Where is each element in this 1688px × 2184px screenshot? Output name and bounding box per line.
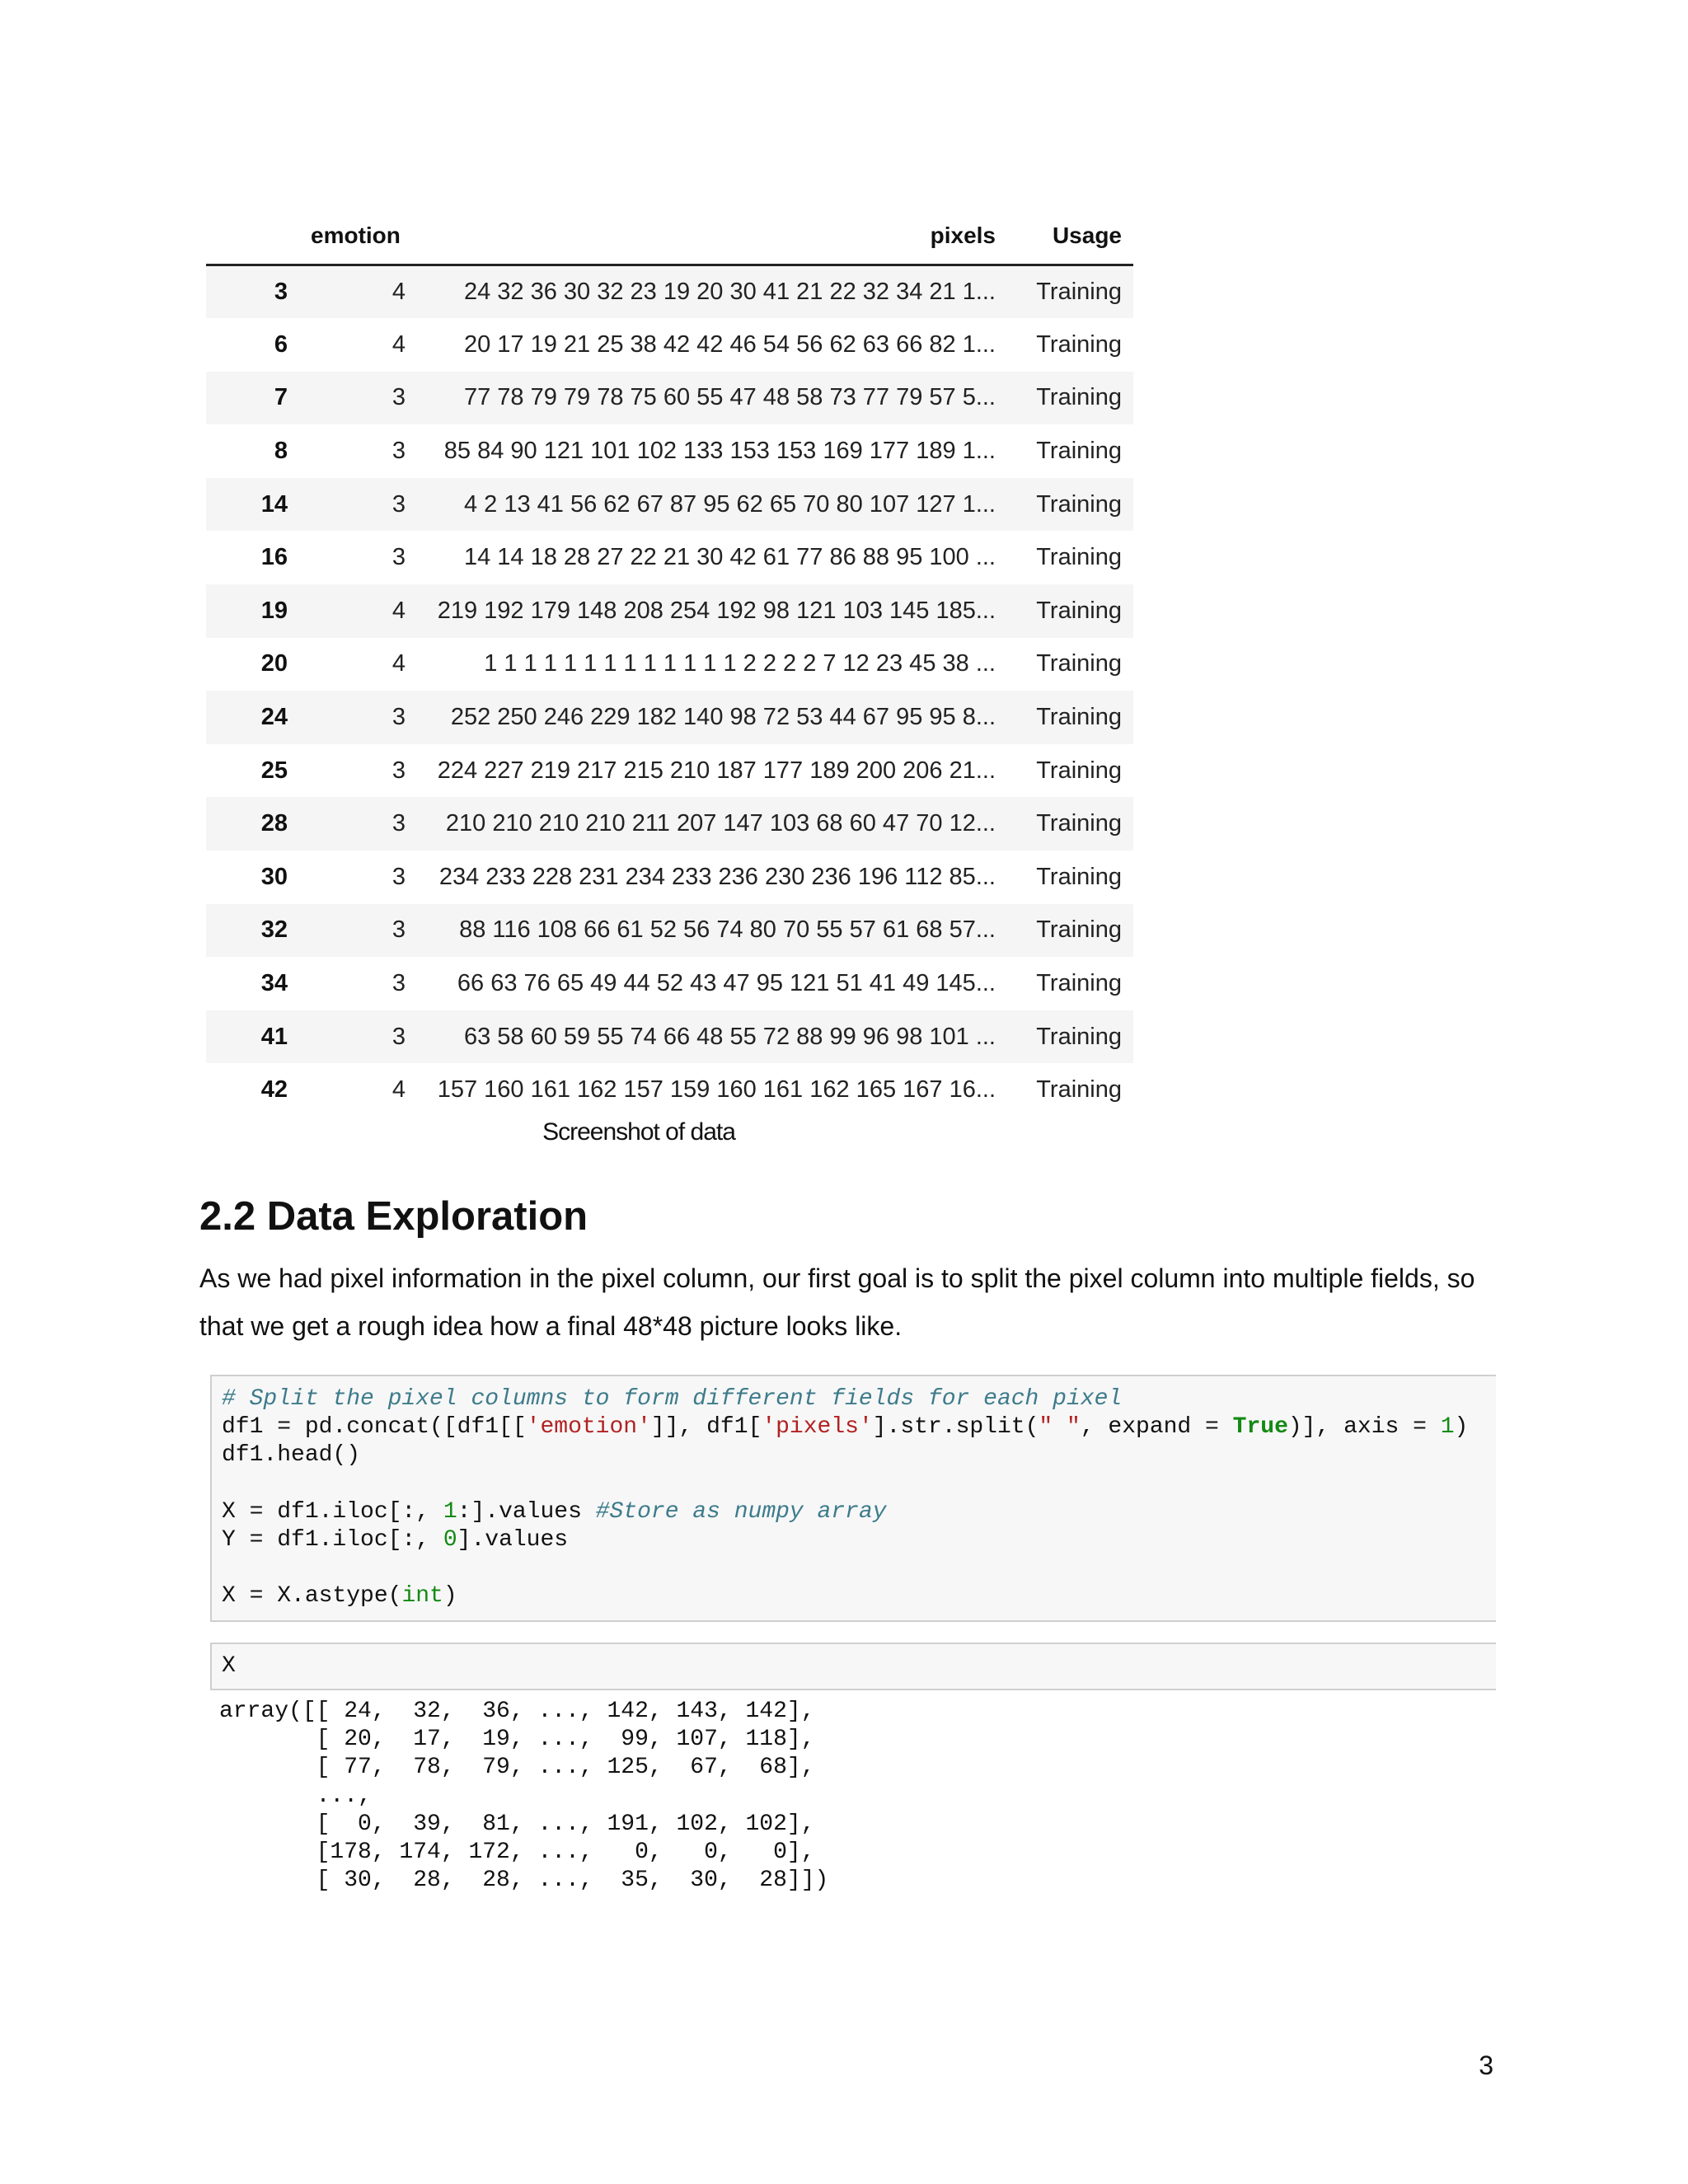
cell-usage: Training: [1036, 384, 1122, 411]
row-index: 24: [260, 704, 288, 731]
cell-pixels: 210 210 210 210 211 207 147 103 68 60 47 70 12...: [445, 810, 996, 837]
cell-usage: Training: [1036, 330, 1122, 358]
data-table: [206, 208, 1133, 1117]
row-index: 7: [274, 384, 288, 411]
cell-emotion: 3: [392, 916, 406, 944]
table-row: [206, 584, 1133, 638]
cell-usage: Training: [1036, 704, 1122, 731]
cell-usage: Training: [1036, 1076, 1122, 1104]
cell-pixels: 4 2 13 41 56 62 67 87 95 62 65 70 80 107 127 1...: [463, 490, 996, 518]
row-index: 6: [274, 330, 288, 358]
cell-usage: Training: [1036, 757, 1122, 784]
table-row: [206, 318, 1133, 372]
cell-emotion: 3: [392, 757, 406, 784]
cell-emotion: 3: [392, 384, 406, 411]
row-index: 25: [260, 757, 288, 784]
cell-emotion: 3: [392, 1023, 406, 1050]
cell-pixels: 14 14 18 28 27 22 21 30 42 61 77 86 88 95 100 ...: [463, 544, 996, 571]
body-paragraph: As we had pixel information in the pixel column, our first goal is to split the pixel column into multiple fields, so that we get a rough idea how a final 48*48 picture looks like.: [199, 1263, 1475, 1341]
row-index: 42: [260, 1076, 288, 1104]
cell-pixels: 157 160 161 162 157 159 160 161 162 165 167 16...: [437, 1076, 996, 1104]
cell-pixels: 20 17 19 21 25 38 42 42 46 54 56 62 63 66 82 1...: [463, 330, 996, 358]
page-number: 3: [1479, 2050, 1493, 2080]
header-pixels: pixels: [417, 208, 1007, 265]
output-line: [ 0, 39, 81, ..., 191, 102, 102],: [219, 1811, 815, 1837]
header-usage: Usage: [1007, 208, 1133, 265]
table-row: [206, 531, 1133, 584]
cell-pixels: 66 63 76 65 49 44 52 43 47 95 121 51 41 49 145...: [457, 970, 996, 997]
output-line: [ 30, 28, 28, ..., 35, 30, 28]]): [219, 1868, 829, 1894]
table-row: [206, 372, 1133, 425]
cell-emotion: 3: [392, 438, 406, 465]
table-row: [206, 1063, 1133, 1117]
cell-usage: Training: [1036, 810, 1122, 837]
row-index: 3: [274, 279, 288, 306]
row-index: 14: [260, 490, 288, 518]
section-heading: 2.2 Data Exploration: [199, 1194, 588, 1239]
table-row: [206, 691, 1133, 744]
output-line: array([[ 24, 32, 36, ..., 142, 143, 142],: [219, 1699, 815, 1724]
row-index: 41: [260, 1023, 288, 1050]
cell-emotion: 4: [392, 330, 406, 358]
code-block: # Split the pixel columns to form different fields for each pixel df1 = pd.concat([df1[['emotion']], df1['pixels'].str.split(" ", expand = True)], axis = 1) df1.head() X = df1.iloc[:, 1:].values #Store as numpy array Y = df1.iloc[:, 0].values X = X.astype(int): [222, 1386, 1469, 1610]
cell-pixels: 85 84 90 121 101 102 133 153 153 169 177 189 1...: [443, 438, 996, 465]
cell-usage: Training: [1036, 544, 1122, 571]
table-row: [206, 478, 1133, 532]
cell-emotion: 3: [392, 863, 406, 890]
cell-emotion: 3: [392, 704, 406, 731]
cell-usage: Training: [1036, 438, 1122, 465]
cell-pixels: 1 1 1 1 1 1 1 1 1 1 1 1 1 2 2 2 2 7 12 23 45 38 ...: [484, 650, 996, 677]
row-index: 19: [260, 597, 288, 624]
cell-usage: Training: [1036, 863, 1122, 890]
output-text: [219, 1698, 828, 1895]
cell-pixels: 219 192 179 148 208 254 192 98 121 103 145 185...: [437, 597, 996, 624]
cell-usage: Training: [1036, 916, 1122, 944]
cell-pixels: 252 250 246 229 182 140 98 72 53 44 67 95 95 8...: [450, 704, 996, 731]
table-row: [206, 424, 1133, 478]
cell-pixels: 77 78 79 79 78 75 60 55 47 48 58 73 77 79 57 5...: [463, 384, 996, 411]
output-line: ...,: [219, 1783, 372, 1809]
cell-usage: Training: [1036, 597, 1122, 624]
table-row: [206, 265, 1133, 319]
cell-usage: Training: [1036, 279, 1122, 306]
table-row: [206, 1010, 1133, 1064]
output-line: [178, 174, 172, ..., 0, 0, 0],: [219, 1840, 815, 1866]
header-emotion: emotion: [299, 208, 417, 265]
cell-emotion: 3: [392, 810, 406, 837]
table-row: [206, 904, 1133, 958]
cell-pixels: 63 58 60 59 55 74 66 48 55 72 88 99 96 98 101 ...: [463, 1023, 996, 1050]
cell-usage: Training: [1036, 1023, 1122, 1050]
cell-pixels: 88 116 108 66 61 52 56 74 80 70 55 57 61 68 57...: [459, 916, 996, 944]
cell-pixels: 234 233 228 231 234 233 236 230 236 196 112 85...: [438, 863, 996, 890]
cell-usage: Training: [1036, 490, 1122, 518]
row-index: 34: [260, 970, 288, 997]
row-index: 28: [260, 810, 288, 837]
row-index: 8: [274, 438, 288, 465]
header-index: [206, 208, 299, 265]
code-comment: # Split the pixel columns to form different fields for each pixel: [222, 1386, 1123, 1412]
cell-output: [219, 1698, 828, 1895]
table-row: [206, 638, 1133, 691]
code-input-cell-x[interactable]: [210, 1643, 1496, 1690]
cell-emotion: 4: [392, 650, 406, 677]
figure-caption: Screenshot of data: [542, 1118, 735, 1146]
table-row: [206, 744, 1133, 798]
code-input-cell[interactable]: [210, 1375, 1496, 1622]
dataframe-preview: [206, 208, 1133, 1117]
cell-emotion: 3: [392, 490, 406, 518]
row-index: 16: [260, 544, 288, 571]
table-row: [206, 957, 1133, 1010]
row-index: 32: [260, 916, 288, 944]
cell-pixels: 24 32 36 30 32 23 19 20 30 41 21 22 32 34 21 1...: [463, 279, 996, 306]
output-line: [ 77, 78, 79, ..., 125, 67, 68],: [219, 1755, 815, 1781]
cell-pixels: 224 227 219 217 215 210 187 177 189 200 206 21...: [437, 757, 996, 784]
cell-emotion: 4: [392, 1076, 406, 1104]
row-index: 30: [260, 863, 288, 890]
cell-emotion: 3: [392, 970, 406, 997]
input-code: X: [222, 1653, 236, 1679]
cell-emotion: 4: [392, 597, 406, 624]
cell-usage: Training: [1036, 970, 1122, 997]
table-body: [206, 265, 1133, 1118]
table-header-row: [206, 208, 1133, 265]
output-line: [ 20, 17, 19, ..., 99, 107, 118],: [219, 1727, 815, 1753]
cell-usage: Training: [1036, 650, 1122, 677]
cell-emotion: 3: [392, 544, 406, 571]
table-row: [206, 797, 1133, 851]
cell-emotion: 4: [392, 279, 406, 306]
table-row: [206, 851, 1133, 904]
row-index: 20: [260, 650, 288, 677]
